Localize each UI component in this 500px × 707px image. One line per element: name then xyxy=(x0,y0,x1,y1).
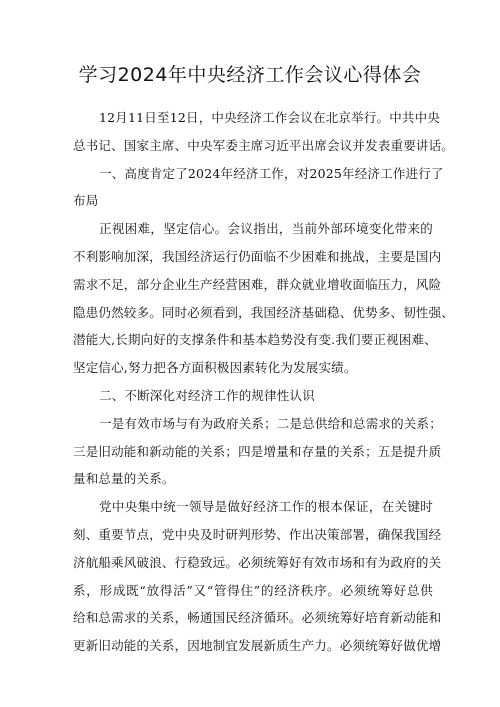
text-line: 更新旧动能的关系，因地制宜发展新质生产力。必须统筹好做优增 xyxy=(73,638,442,654)
text-line: 一、高度肯定了2024年经济工作，对2025年经济工作进行了 xyxy=(99,165,444,181)
text-line: 给和总需求的关系，畅通国民经济循环。必须统筹好培育新动能和 xyxy=(73,610,442,626)
text-line: 隐患仍然较多。同时必须看到，我国经济基础稳、优势多、韧性强、 xyxy=(73,304,455,320)
text-line: 二、不断深化对经济工作的规律性认识 xyxy=(99,387,315,403)
text-line: 量和总量的关系。 xyxy=(73,471,175,487)
text-line: 一是有效市场与有为政府关系；二是总供给和总需求的关系； xyxy=(99,415,442,431)
text-line: 不利影响加深，我国经济运行仍面临不少困难和挑战，主要是国内 xyxy=(73,248,442,264)
document-body xyxy=(73,110,455,666)
text-line: 12月11日至12日，中央经济工作会议在北京举行。中共中央 xyxy=(99,110,441,125)
text-line: 党中央集中统一领导是做好经济工作的根本保证，在关键时 xyxy=(99,499,433,515)
document-title: 学习2024年中央经济工作会议心得体会 xyxy=(78,64,422,86)
text-line: 布局 xyxy=(73,193,99,209)
text-line: 坚定信心,努力把各方面积极因素转化为发展实绩。 xyxy=(73,360,357,376)
text-line: 刻、重要节点，党中央及时研判形势、作出决策部署，确保我国经 xyxy=(73,526,442,542)
text-line: 济航船乘风破浪、行稳致远。必须统筹好有效市场和有为政府的关 xyxy=(73,554,442,570)
text-line: 总书记、国家主席、中央军委主席习近平出席会议并发表重要讲话。 xyxy=(73,137,455,153)
text-line: 需求不足，部分企业生产经营困难，群众就业增收面临压力，风险 xyxy=(73,276,442,292)
text-line: 三是旧动能和新动能的关系；四是增量和存量的关系；五是提升质 xyxy=(73,443,442,459)
text-line: 正视困难，坚定信心。会议指出，当前外部环境变化带来的 xyxy=(99,221,433,237)
text-line: 系，形成既“放得活”又“管得住”的经济秩序。必须统筹好总供 xyxy=(73,582,433,598)
text-line: 潜能大,长期向好的支撑条件和基本趋势没有变.我们要正视困难、 xyxy=(73,332,437,348)
